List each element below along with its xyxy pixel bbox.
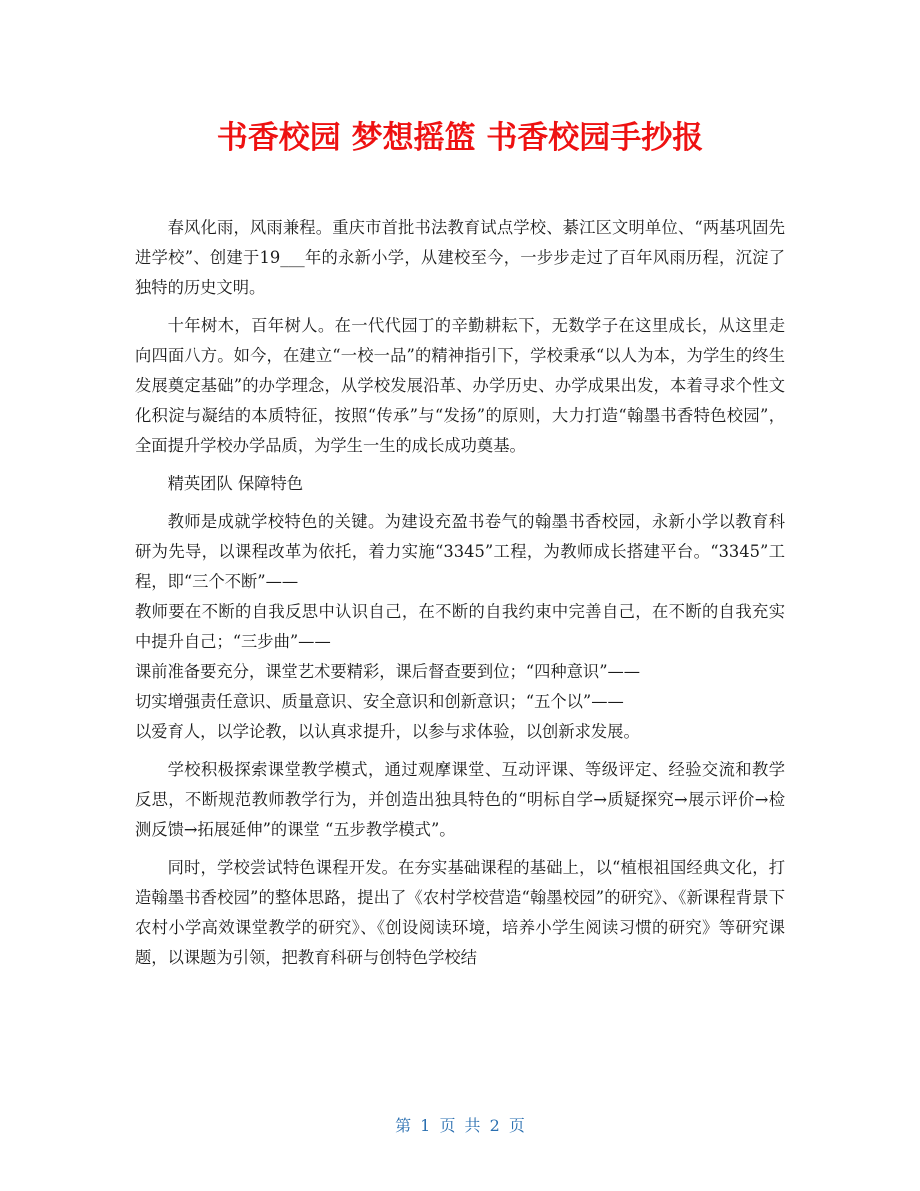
paragraph-teachers: 教师是成就学校特色的关键。为建设充盈书卷气的翰墨书香校园，永新小学以教育科研为先导，以课程改革为依托，着力实施“3345”工程，为教师成长搭建平台。“3345”工程，即“三个不断”—— — [135, 512, 785, 591]
document-body — [135, 213, 785, 973]
page-title: 书香校园 梦想摇篮 书香校园手抄报 — [216, 120, 704, 156]
paragraph-three-steps: 课前准备要充分，课堂艺术要精彩，课后督查要到位；“四种意识”—— — [135, 662, 641, 681]
paragraph-curriculum: 同时，学校尝试特色课程开发。在夯实基础课程的基础上，以“植根祖国经典文化，打造翰墨书香校园”的整体思路，提出了《农村学校营造“翰墨校园”的研究》、《新课程背景下农村小学高效课堂教学的研究》、《创设阅读环境，培养小学生阅读习惯的研究》等研究课题，以课题为引领，把教育科研与创特色学校结 — [135, 858, 785, 967]
paragraph-history: 十年树木，百年树人。在一代代园丁的辛勤耕耘下，无数学子在这里成长，从这里走向四面八方。如今，在建立“一校一品”的精神指引下，学校秉承“以人为本，为学生的终生发展奠定基础”的办学理念，从学校发展沿革、办学历史、办学成果出发，本着寻求个性文化积淀与凝结的本质特征，按照“传承”与“发扬”的原则，大力打造“翰墨书香特色校园”，全面提升学校办学品质，为学生一生的成长成功奠基。 — [135, 316, 785, 455]
section-heading: 精英团队 保障特色 — [167, 474, 304, 493]
page-footer: 第 1 页 共 2 页 — [395, 1116, 525, 1135]
paragraph-intro: 春风化雨，风雨兼程。重庆市首批书法教育试点学校、綦江区文明单位、“两基巩固先进学校”、创建于19___年的永新小学，从建校至今，一步步走过了百年风雨历程，沉淀了独特的历史文明。 — [135, 218, 785, 297]
paragraph-five-principles: 以爱育人，以学论教，以认真求提升，以参与求体验，以创新求发展。 — [135, 722, 640, 741]
paragraph-teaching-model: 学校积极探索课堂教学模式，通过观摩课堂、互动评课、等级评定、经验交流和教学反思，不断规范教师教学行为，并创造出独具特色的“明标自学→质疑探究→展示评价→检测反馈→拓展延伸”的课堂 “五步教学模式”。 — [135, 760, 785, 839]
paragraph-three-continuous: 教师要在不断的自我反思中认识自己，在不断的自我约束中完善自己，在不断的自我充实中提升自己；“三步曲”—— — [135, 602, 785, 651]
paragraph-four-awareness: 切实增强责任意识、质量意识、安全意识和创新意识；“五个以”—— — [135, 692, 624, 711]
